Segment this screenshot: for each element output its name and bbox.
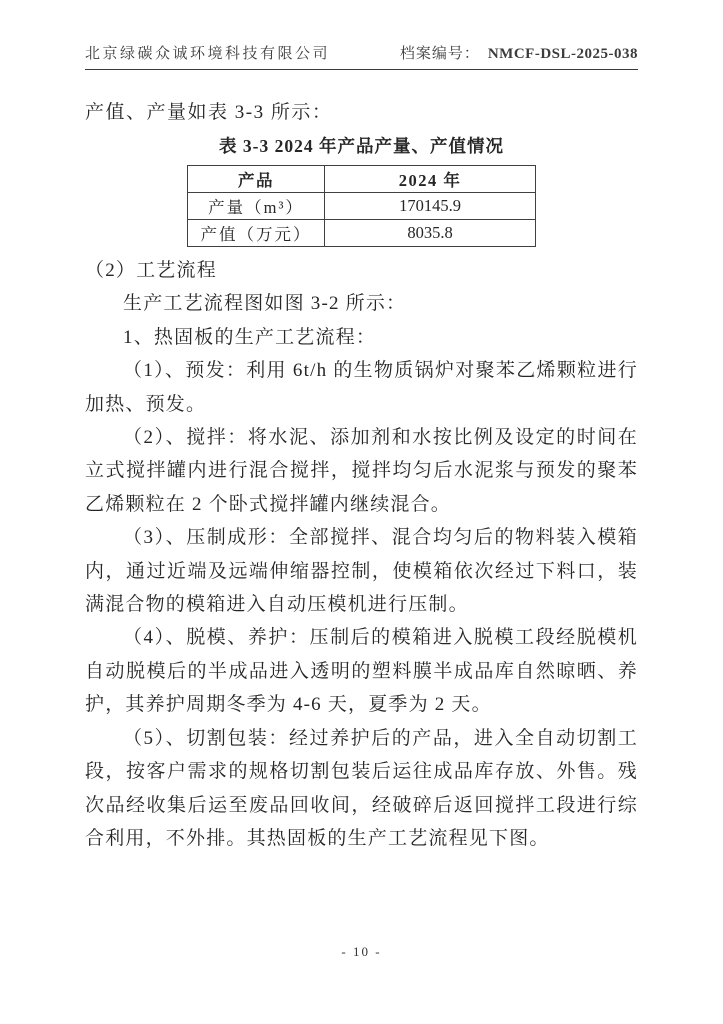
production-table xyxy=(187,165,536,247)
table-row-label: 产量（m³） xyxy=(188,193,325,220)
table-row-label: 产值（万元） xyxy=(188,220,325,247)
table-header-row xyxy=(188,166,536,193)
table-row-value: 8035.8 xyxy=(325,220,536,247)
intro-paragraph: 产值、产量如表 3-3 所示： xyxy=(85,102,333,123)
table-col-header-year: 2024 年 xyxy=(325,166,536,193)
company-name: 北京绿碳众诚环境科技有限公司 xyxy=(85,46,331,62)
archive-number-value: NMCF-DSL-2025-038 xyxy=(487,46,638,62)
page-number: - 10 - xyxy=(341,944,382,959)
table-row xyxy=(188,220,536,247)
paragraph: （2）、搅拌：将水泥、添加剂和水按比例及设定的时间在立式搅拌罐内进行混合搅拌，搅拌均匀后水泥浆与预发的聚苯乙烯颗粒在 2 个卧式搅拌罐内继续混合。 xyxy=(85,427,638,515)
paragraph: （2）工艺流程 xyxy=(85,260,217,281)
page-footer xyxy=(0,944,723,960)
paragraph: （1）、预发：利用 6t/h 的生物质锅炉对聚苯乙烯颗粒进行加热、预发。 xyxy=(85,360,638,415)
table-col-header-product: 产品 xyxy=(188,166,325,193)
table-row-value: 170145.9 xyxy=(325,193,536,220)
archive-number-label: 档案编号： xyxy=(399,46,480,62)
paragraph: （5）、切割包装：经过养护后的产品，进入全自动切割工段，按客户需求的规格切割包装后运往成品库存放、外售。残次品经收集后运至废品回收间，经破碎后返回搅拌工段进行综合利用，不外排。其热固板的生产工艺流程见下图。 xyxy=(85,727,638,849)
paragraph: （4）、脱模、养护：压制后的模箱进入脱模工段经脱模机自动脱模后的半成品进入透明的塑料膜半成品库自然晾晒、养护，其养护周期冬季为 4-6 天，夏季为 2 天。 xyxy=(85,627,638,716)
table-title: 表 3-3 2024 年产品产量、产值情况 xyxy=(219,136,504,156)
paragraph: 生产工艺流程图如图 3-2 所示： xyxy=(123,293,407,315)
archive-number xyxy=(400,42,638,63)
body-paragraphs xyxy=(85,254,638,855)
paragraph: 1、热固板的生产工艺流程： xyxy=(123,326,377,348)
table-row xyxy=(188,193,536,220)
page-header xyxy=(85,42,638,70)
paragraph: （3）、压制成形：全部搅拌、混合均匀后的物料装入模箱内，通过近端及远端伸缩器控制，使模箱依次经过下料口，装满混合物的模箱进入自动压模机进行压制。 xyxy=(85,527,638,616)
